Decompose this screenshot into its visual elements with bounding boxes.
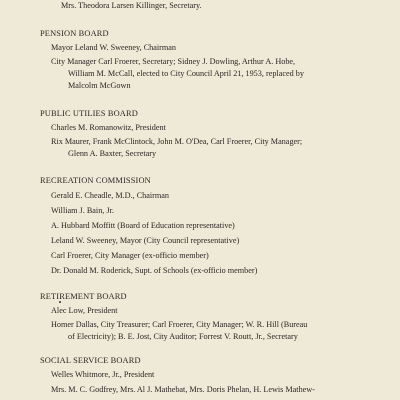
retirement-board-heading: RETIREMENT BOARD [40,292,127,301]
recreation-commission-heading: RECREATION COMMISSION [40,176,151,185]
social-service-board-president: Welles Whitmore, Jr., President [51,370,155,379]
pension-board-heading: PENSION BOARD [40,29,109,38]
stray-dot-mark [59,301,61,303]
recreation-commission-member: Leland W. Sweeney, Mayor (City Council representative) [51,236,240,245]
public-utilities-board-members-line2: Glenn A. Baxter, Secretary [68,149,157,158]
public-utilities-board-president: Charles M. Romanowitz, President [51,123,166,132]
social-service-board-members-line1: Mrs. M. C. Godfrey, Mrs. Al J. Mathebat, Mrs. Doris Phelan, H. Lewis Mathew- [51,385,315,394]
recreation-commission-member: Gerald E. Cheadle, M.D., Chairman [51,191,170,200]
retirement-board-members-line2: of Electricity); B. E. Jost, City Auditor; Forrest V. Routt, Jr., Secretary [68,332,298,341]
recreation-commission-member: Dr. Donald M. Roderick, Supt. of Schools (ex-officio member) [51,266,258,275]
pension-board-members-line3: Malcolm McGown [68,81,131,90]
pension-board-members-line2: William M. McCall, elected to City Council April 21, 1953, replaced by [68,69,304,78]
retirement-board-members-line1: Homer Dallas, City Treasurer; Carl Froerer, City Manager; W. R. Hill (Bureau [51,320,308,329]
public-utilities-board-heading: PUBLIC UTILIES BOARD [40,109,138,118]
recreation-commission-member: William J. Bain, Jr. [51,206,114,215]
pension-board-chairman: Mayor Leland W. Sweeney, Chairman [51,43,176,52]
public-utilities-board-members-line1: Rix Maurer, Frank McClintock, John M. O'Dea, Carl Froerer, City Manager; [51,137,303,146]
previous-board-secretary: Mrs. Theodora Larsen Killinger, Secretary. [61,1,202,10]
retirement-board-president: Alec Low, President [51,306,118,315]
pension-board-members-line1: City Manager Carl Froerer, Secretary; Sidney J. Dowling, Arthur A. Hobe, [51,57,296,66]
social-service-board-heading: SOCIAL SERVICE BOARD [40,356,141,365]
recreation-commission-member: A. Hubbard Moffitt (Board of Education representative) [51,221,235,230]
recreation-commission-member: Carl Froerer, City Manager (ex-officio member) [51,251,209,260]
